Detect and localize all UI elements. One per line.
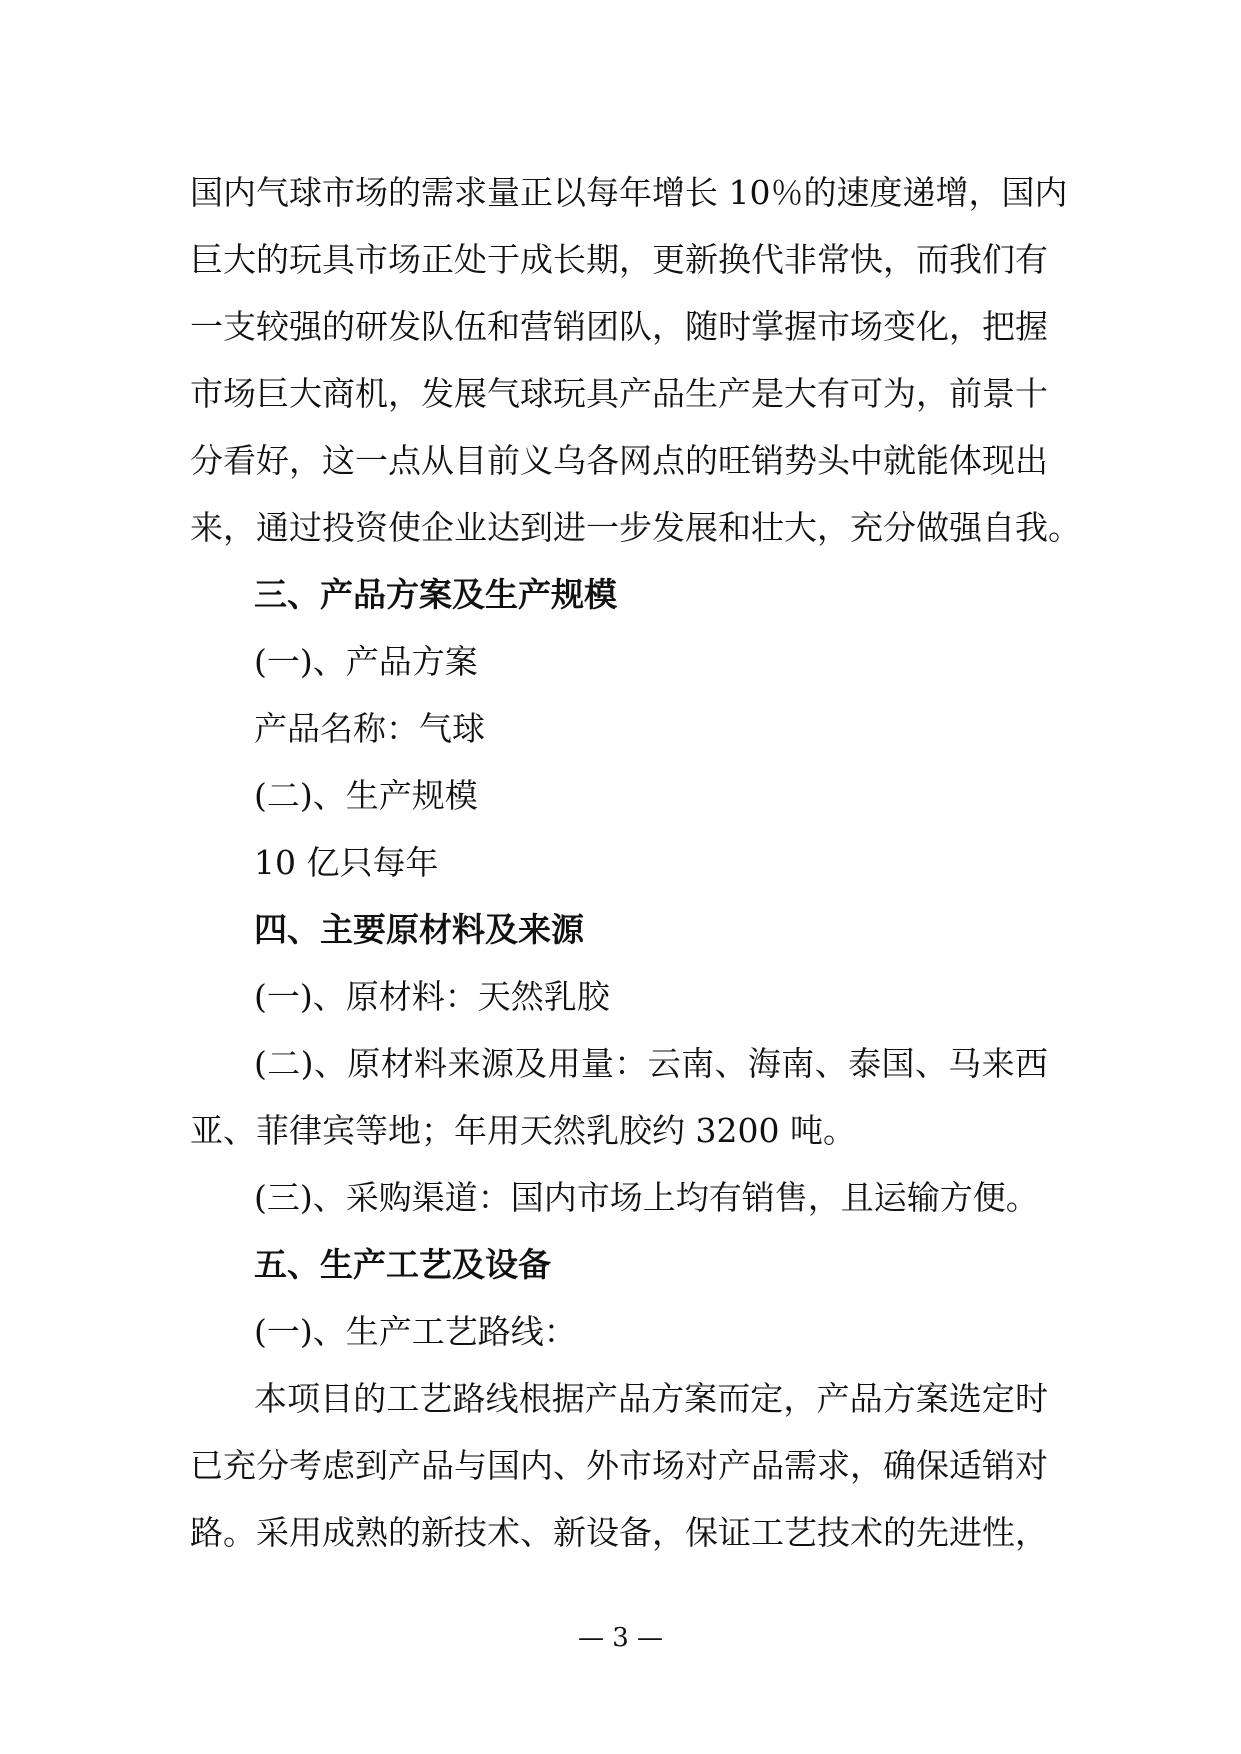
list-item: (二)、生产规模 bbox=[254, 776, 478, 815]
paragraph-line: 已充分考虑到产品与国内、外市场对产品需求，确保适销对 bbox=[190, 1446, 1048, 1485]
list-item: (一)、原材料：天然乳胶 bbox=[254, 977, 610, 1016]
list-item: 10 亿只每年 bbox=[254, 843, 439, 882]
paragraph-line: 路。采用成熟的新技术、新设备，保证工艺技术的先进性， bbox=[190, 1513, 1048, 1552]
paragraph-line: 分看好，这一点从目前义乌各网点的旺销势头中就能体现出 bbox=[190, 441, 1048, 480]
list-item: 产品名称：气球 bbox=[254, 709, 485, 748]
list-item: (一)、生产工艺路线： bbox=[254, 1312, 577, 1351]
list-item: (三)、采购渠道：国内市场上均有销售，且运输方便。 bbox=[254, 1178, 1039, 1217]
paragraph-line: 国内气球市场的需求量正以每年增长 10％的速度递增，国内 bbox=[190, 173, 1068, 212]
section-heading: 三、产品方案及生产规模 bbox=[254, 575, 617, 614]
paragraph-line: 市场巨大商机，发展气球玩具产品生产是大有可为，前景十 bbox=[190, 374, 1048, 413]
paragraph-line: 本项目的工艺路线根据产品方案而定，产品方案选定时 bbox=[254, 1379, 1048, 1418]
section-heading: 五、生产工艺及设备 bbox=[254, 1245, 551, 1284]
paragraph-line: 巨大的玩具市场正处于成长期，更新换代非常快，而我们有 bbox=[190, 240, 1048, 279]
list-item: (二)、原材料来源及用量：云南、海南、泰国、马来西 bbox=[254, 1044, 1048, 1083]
page-number: — 3 — bbox=[577, 1623, 664, 1653]
section-heading: 四、主要原材料及来源 bbox=[254, 910, 584, 949]
paragraph-line: 来，通过投资使企业达到进一步发展和壮大，充分做强自我。 bbox=[190, 508, 1081, 547]
paragraph-line: 亚、菲律宾等地；年用天然乳胶约 3200 吨。 bbox=[190, 1111, 856, 1150]
paragraph-line: 一支较强的研发队伍和营销团队，随时掌握市场变化，把握 bbox=[190, 307, 1048, 346]
list-item: (一)、产品方案 bbox=[254, 642, 478, 681]
